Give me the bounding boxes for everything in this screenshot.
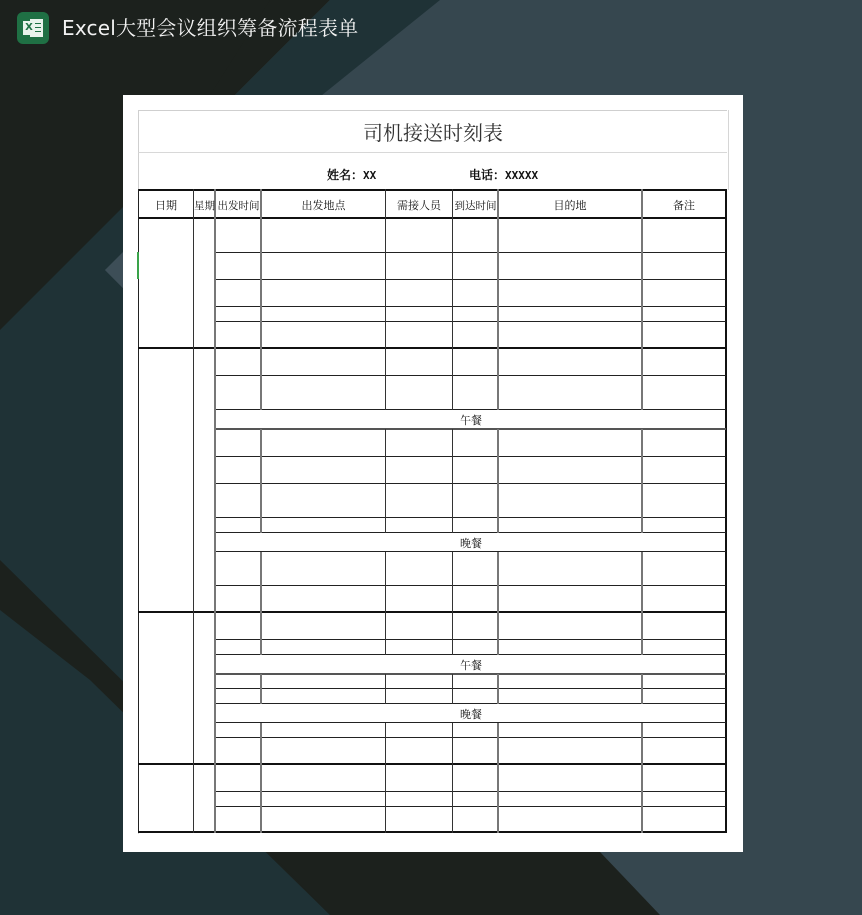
sheet-title: 司机接送时刻表 xyxy=(138,110,727,153)
meal-row-dinner: 晚餐 xyxy=(460,707,482,721)
meal-row-lunch: 午餐 xyxy=(460,413,482,427)
meal-row-dinner: 晚餐 xyxy=(460,536,482,550)
column-header-weekday: 星期 xyxy=(194,199,215,212)
driver-name-field: 姓名：XX xyxy=(327,168,377,182)
selection-indicator xyxy=(137,252,139,279)
column-header-arrival-time: 到达时间 xyxy=(454,199,497,212)
document-title: Excel大型会议组织筹备流程表单 xyxy=(62,16,359,40)
driver-info-row xyxy=(138,153,727,190)
sheet-right-gridline xyxy=(728,110,729,190)
column-header-destination: 目的地 xyxy=(553,199,587,212)
column-header-departure-place: 出发地点 xyxy=(301,199,346,212)
column-header-remarks: 备注 xyxy=(673,199,695,212)
column-header-departure-time: 出发时间 xyxy=(217,199,260,212)
driver-phone-field: 电话：XXXXX xyxy=(469,168,539,182)
app-header xyxy=(0,0,862,60)
column-header-pickup-person: 需接人员 xyxy=(397,199,441,212)
meal-row-lunch: 午餐 xyxy=(460,658,482,672)
excel-icon: X xyxy=(17,12,49,44)
column-header-date: 日期 xyxy=(155,199,177,212)
